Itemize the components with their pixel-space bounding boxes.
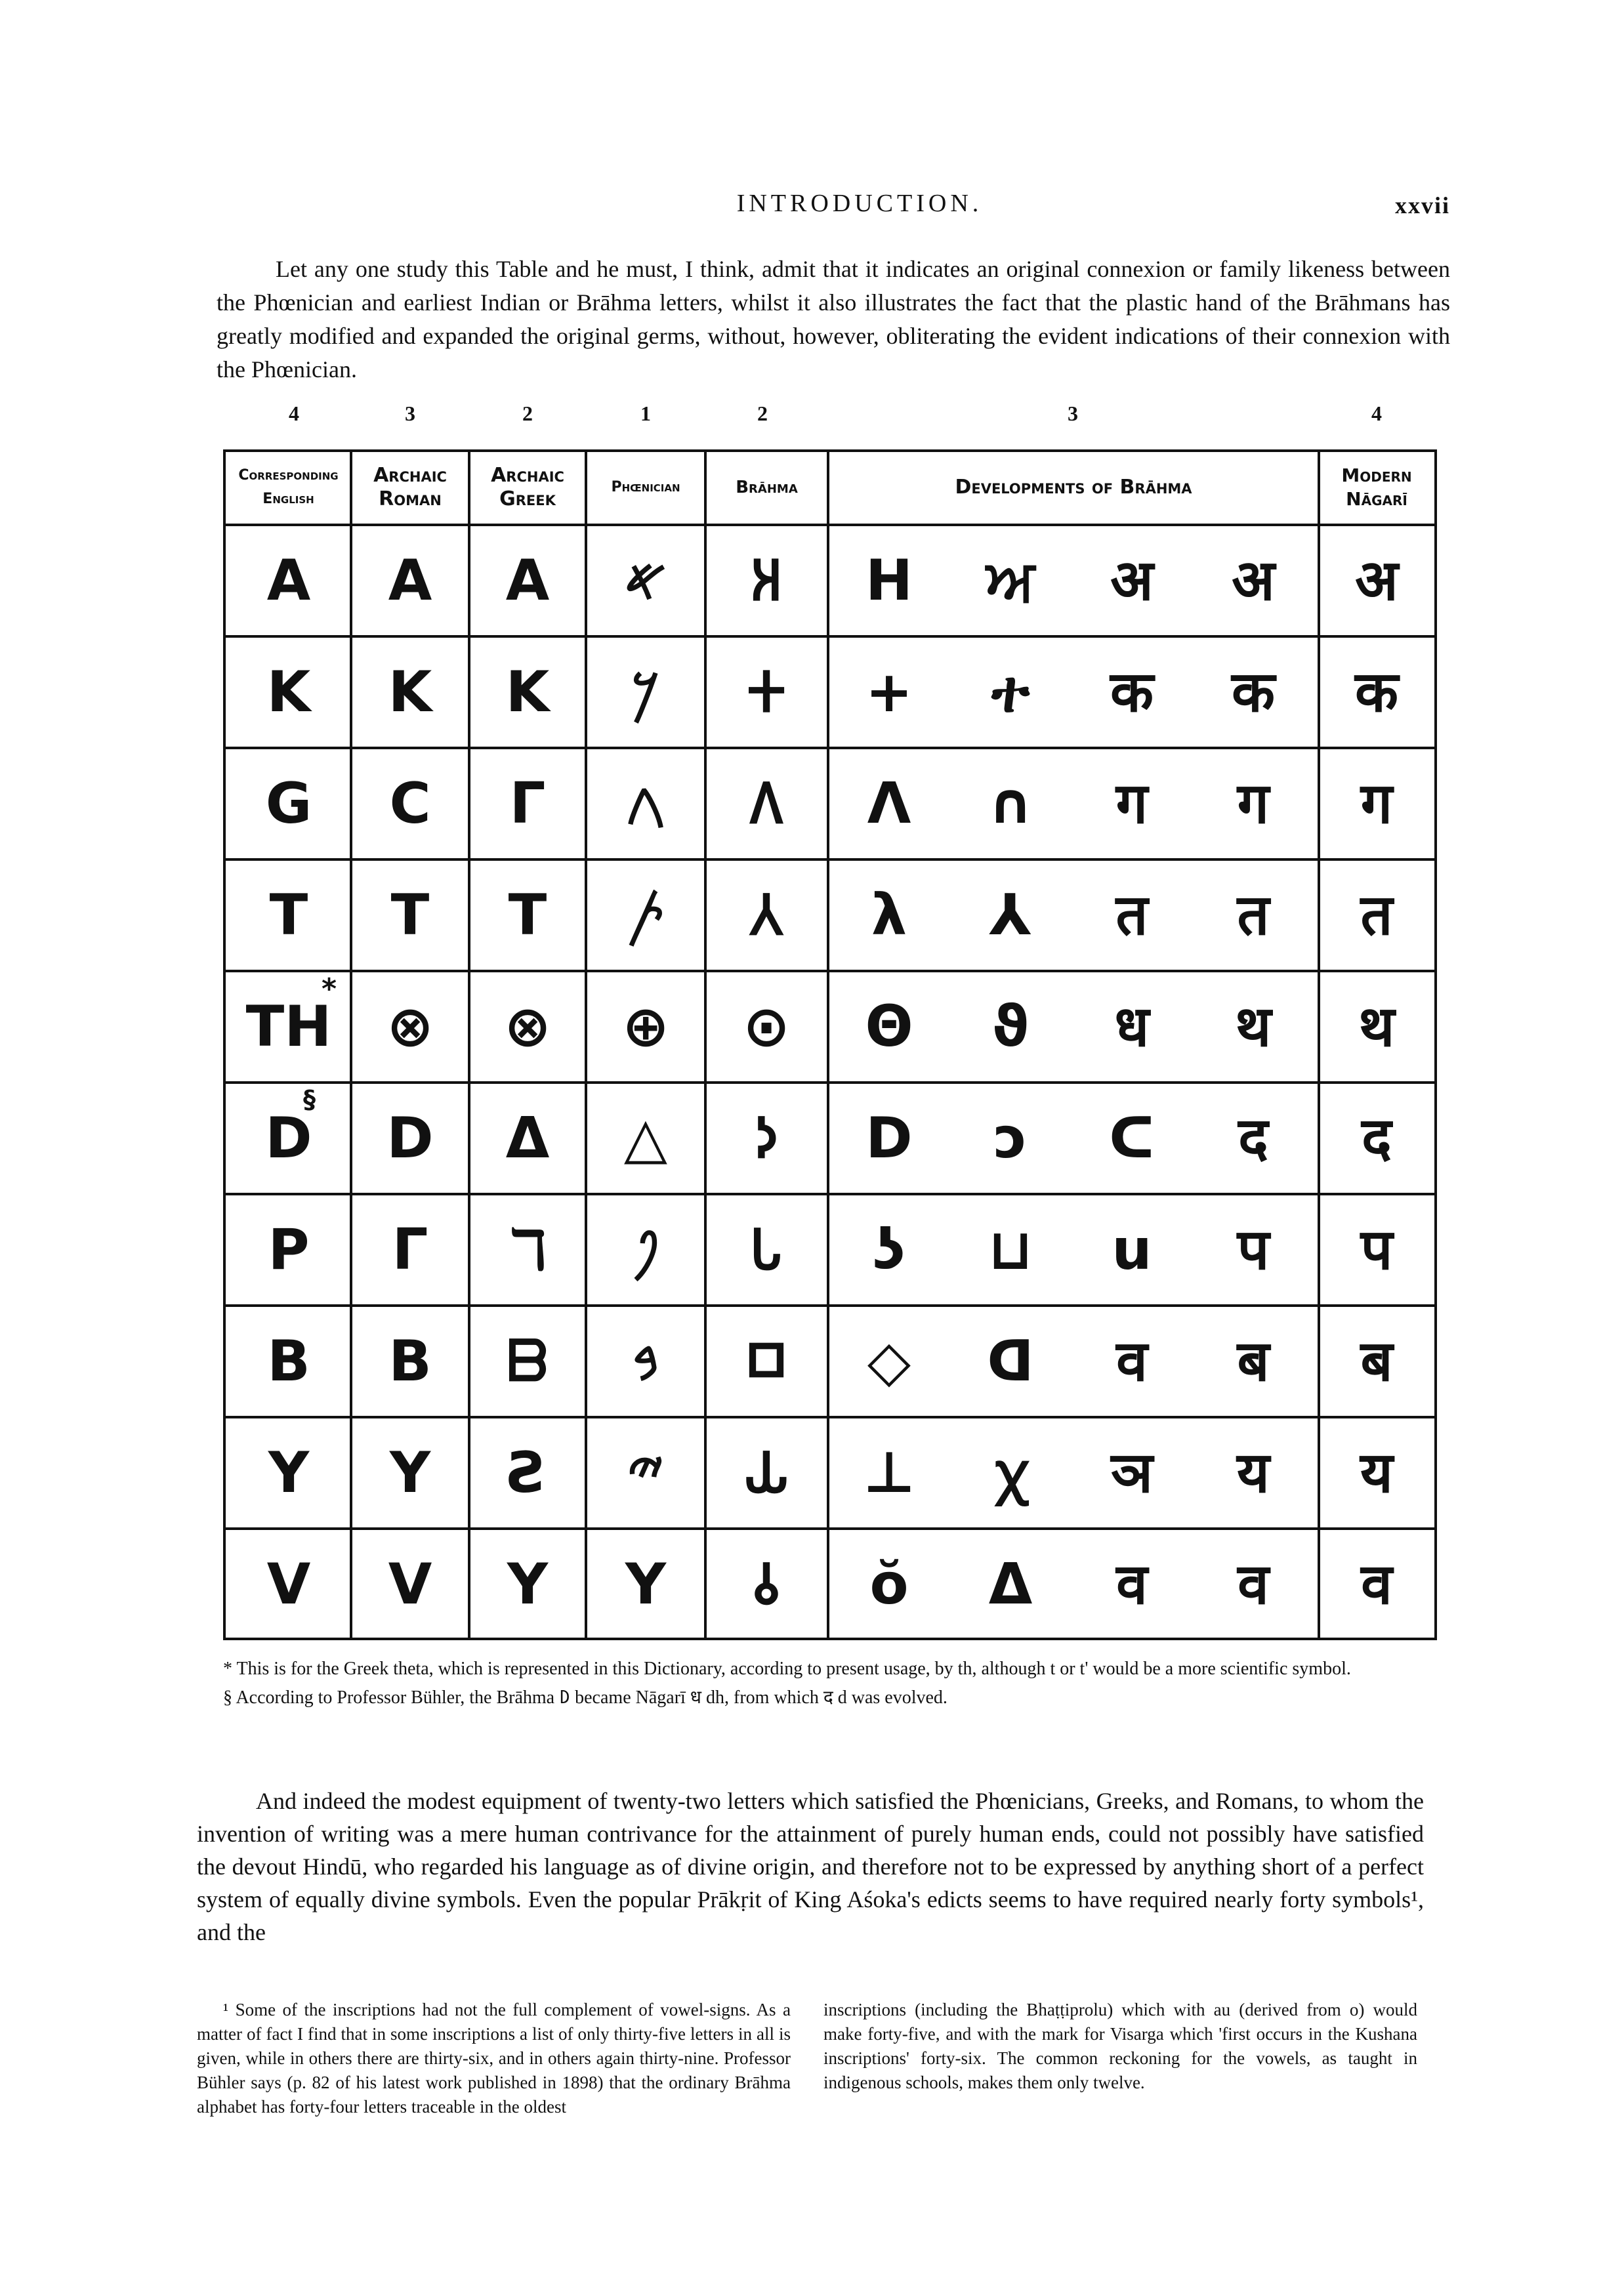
phoenician-letter: △: [623, 1106, 668, 1171]
greek-letter: ⊗: [503, 994, 552, 1060]
phoenician-letter: ⊕: [621, 994, 670, 1060]
development-letter: अ: [1110, 548, 1154, 613]
roman-letter: Y: [389, 1440, 431, 1506]
brahma-letter: 𑀤: [753, 1106, 780, 1171]
development-letter: ተ: [991, 659, 1030, 725]
english-letter: A: [266, 548, 311, 613]
column-number-nagari: 4: [1371, 402, 1382, 425]
greek-letter: Δ: [505, 1106, 550, 1171]
development-letter: ɔ: [993, 1106, 1028, 1171]
development-letter: ꭓ: [995, 1440, 1026, 1506]
development-letter: u: [1112, 1217, 1152, 1283]
brahma-letter: 𑀯: [752, 1552, 781, 1617]
running-head: [217, 189, 1450, 228]
greek-letter: K: [505, 659, 550, 725]
header-developments: Developments of Brāhma: [955, 475, 1192, 499]
development-letter: +: [865, 659, 913, 725]
roman-letter: Γ: [392, 1217, 428, 1283]
nagari-letter: प: [1360, 1217, 1393, 1283]
development-letter: प: [1237, 1217, 1270, 1283]
column-number-brahma: 2: [757, 402, 768, 425]
development-letter: ग: [1115, 771, 1148, 837]
development-letter: Δ: [988, 1552, 1033, 1617]
alphabet-table: [223, 449, 1437, 1640]
greek-letter: Ƨ: [507, 1440, 548, 1506]
section-mark: §: [303, 1085, 316, 1114]
note-theta: * This is for the Greek theta, which is represented in this Dictionary, according to present usage, by th, although t or t' would be a more scientific symbol.: [223, 1659, 1351, 1679]
development-letter: H: [865, 548, 913, 613]
column-number-roman: 3: [405, 402, 415, 425]
development-letter: य: [1237, 1440, 1270, 1506]
english-letter: T: [269, 882, 308, 948]
header-phoenician: Phœnician: [611, 478, 680, 495]
english-letter: P: [268, 1217, 310, 1283]
brahma-letter: 𑀓: [745, 659, 788, 725]
roman-letter: K: [388, 659, 432, 725]
nagari-letter: व: [1361, 1552, 1392, 1617]
header-roman: Archaic Roman: [373, 463, 447, 510]
nagari-letter: य: [1360, 1440, 1393, 1506]
phoenician-letter: 𐤕: [627, 882, 665, 948]
development-letter: ⅄: [989, 882, 1032, 948]
column-number-english: 4: [289, 402, 299, 425]
column-number-developments: 3: [1068, 402, 1078, 425]
brahma-letter: 𑀅: [749, 548, 783, 613]
header-nagari: Modern Nāgarī: [1341, 464, 1412, 510]
asterisk-mark: *: [322, 972, 337, 1006]
development-letter: ग: [1237, 771, 1270, 837]
header-brahma: Brāhma: [736, 477, 798, 497]
nagari-letter: ग: [1360, 771, 1393, 837]
body-paragraph: And indeed the modest equipment of twenty-two letters which satisfied the Phœnicians, Greeks, and Romans, to whom the invention of writing was a mere human contrivance for the attainment of purely human ends, could not possibly have satisfied the devout Hindū, who regarded his language as of divine origin, and therefore not to be expressed by anything short of a perfect system of equally divine symbols. Even the popular Prākṛit of King Aśoka's edicts seems to have required nearly forty symbols¹, and the: [197, 1788, 1424, 1945]
development-letter: ʖ: [873, 1217, 906, 1283]
phoenician-letter: Y: [625, 1552, 667, 1617]
roman-letter: ⊗: [386, 994, 434, 1060]
development-letter: ᑕ: [1108, 1106, 1156, 1171]
roman-letter: B: [388, 1329, 432, 1394]
brahma-letter: 𑀢: [749, 882, 784, 948]
footnote-right-column: inscriptions (including the Bhaṭṭiprolu) which with au (derived from o) would make forty-five, and with the mark for Visarga which 'first occurs in the Kushana inscriptions' forty-six. The common reckoning for the vowels, as taught in indigenous schools, makes them only twelve.: [823, 2000, 1417, 2092]
footnote-left-column: ¹ Some of the inscriptions had not the full complement of vowel-signs. As a matter of fact I find that in some inscriptions a list of only thirty-five letters in all is given, while in others there are thirty-six, and in others again thirty-nine. Professor Bühler says (p. 82 of his latest work published in 1898) that the ordinary Brāhma alphabet has forty-four letters traceable in the oldest: [197, 2000, 791, 2117]
development-letter: ध: [1114, 994, 1150, 1060]
development-letter: क: [1110, 659, 1154, 725]
phoenician-letter: 𐤁: [633, 1329, 659, 1394]
brahma-letter: 𑀧: [749, 1217, 784, 1283]
english-letter: D: [265, 1106, 312, 1171]
development-letter: व: [1116, 1552, 1148, 1617]
development-letter: ਅ: [986, 548, 1035, 613]
english-letter: B: [267, 1329, 310, 1394]
phoenician-letter: 𐤐: [632, 1217, 659, 1283]
development-letter: अ: [1232, 548, 1275, 613]
english-letter: G: [265, 771, 312, 837]
development-letter: ŏ: [869, 1552, 909, 1617]
nagari-letter: थ: [1358, 994, 1395, 1060]
development-letter: ⊔: [988, 1217, 1033, 1283]
roman-letter: C: [389, 771, 431, 837]
brahma-letter: 𑀕: [747, 771, 785, 837]
roman-letter: A: [388, 548, 432, 613]
development-letter: त: [1115, 882, 1148, 948]
intro-paragraph: Let any one study this Table and he must, I think, admit that it indicates an original connexion or family likeness between the Phœnician and earliest Indian or Brāhma letters, whilst it also illustrates the fact that the plastic hand of the Brāhmans has greatly modified and expanded the original germs, without, however, obliterating the evident indications of their connexion with the Phœnician.: [217, 256, 1450, 382]
greek-letter: ᗷ: [507, 1329, 549, 1394]
header-english: Corresponding English: [238, 466, 339, 507]
nagari-letter: अ: [1355, 548, 1398, 613]
greek-letter: Γ: [509, 771, 546, 837]
phoenician-letter: 𐤊: [631, 659, 660, 725]
greek-letter: Y: [507, 1552, 549, 1617]
phoenician-letter: 𐤉: [627, 1440, 664, 1506]
table-notes: [197, 1657, 1430, 1710]
nagari-letter: द: [1362, 1106, 1392, 1171]
development-letter: λ: [871, 882, 907, 948]
column-number-greek: 2: [522, 402, 533, 425]
roman-letter: D: [386, 1106, 434, 1171]
development-letter: D: [865, 1106, 913, 1171]
development-letter: द: [1238, 1106, 1268, 1171]
phoenician-letter: 𐤂: [626, 771, 665, 837]
development-letter: Λ: [867, 771, 911, 837]
development-letter: ब: [1237, 1329, 1270, 1394]
greek-letter: T: [508, 882, 547, 948]
nagari-letter: त: [1360, 882, 1393, 948]
column-number-phoenician: 1: [640, 402, 651, 425]
development-letter: क: [1231, 659, 1276, 725]
note-buhler: § According to Professor Bühler, the Brāhma 𑀥 became Nāgarī ध dh, from which द d was evolved.: [223, 1687, 947, 1708]
greek-letter: ℸ: [508, 1217, 547, 1283]
phoenician-letter: 𐤀: [625, 548, 667, 613]
development-letter: त: [1237, 882, 1270, 948]
development-letter: थ: [1235, 994, 1272, 1060]
brahma-letter: 𑀬: [743, 1440, 789, 1506]
development-letter: Θ: [865, 994, 913, 1060]
nagari-letter: क: [1354, 659, 1399, 725]
development-letter: ⊥: [863, 1440, 915, 1506]
brahma-letter: ⊙: [742, 994, 791, 1060]
development-letter: ϑ: [991, 994, 1030, 1060]
nagari-letter: ब: [1360, 1329, 1393, 1394]
development-letter: ᗡ: [987, 1329, 1034, 1394]
page-title: INTRODUCTION.: [736, 190, 983, 217]
development-letter: ञ: [1111, 1440, 1153, 1506]
development-letter: व: [1116, 1329, 1148, 1394]
page-number: xxvii: [1394, 192, 1450, 218]
greek-letter: A: [505, 548, 550, 613]
english-letter: K: [266, 659, 311, 725]
english-letter: Y: [268, 1440, 310, 1506]
development-letter: व: [1238, 1552, 1269, 1617]
roman-letter: V: [388, 1552, 432, 1617]
roman-letter: T: [390, 882, 430, 948]
development-letter: ∩: [988, 771, 1033, 837]
english-letter: TH: [245, 994, 332, 1060]
header-greek: Archaic Greek: [491, 463, 564, 510]
development-letter: ◇: [867, 1329, 911, 1394]
english-letter: V: [266, 1552, 311, 1617]
brahma-letter: 𑀩: [744, 1329, 789, 1394]
